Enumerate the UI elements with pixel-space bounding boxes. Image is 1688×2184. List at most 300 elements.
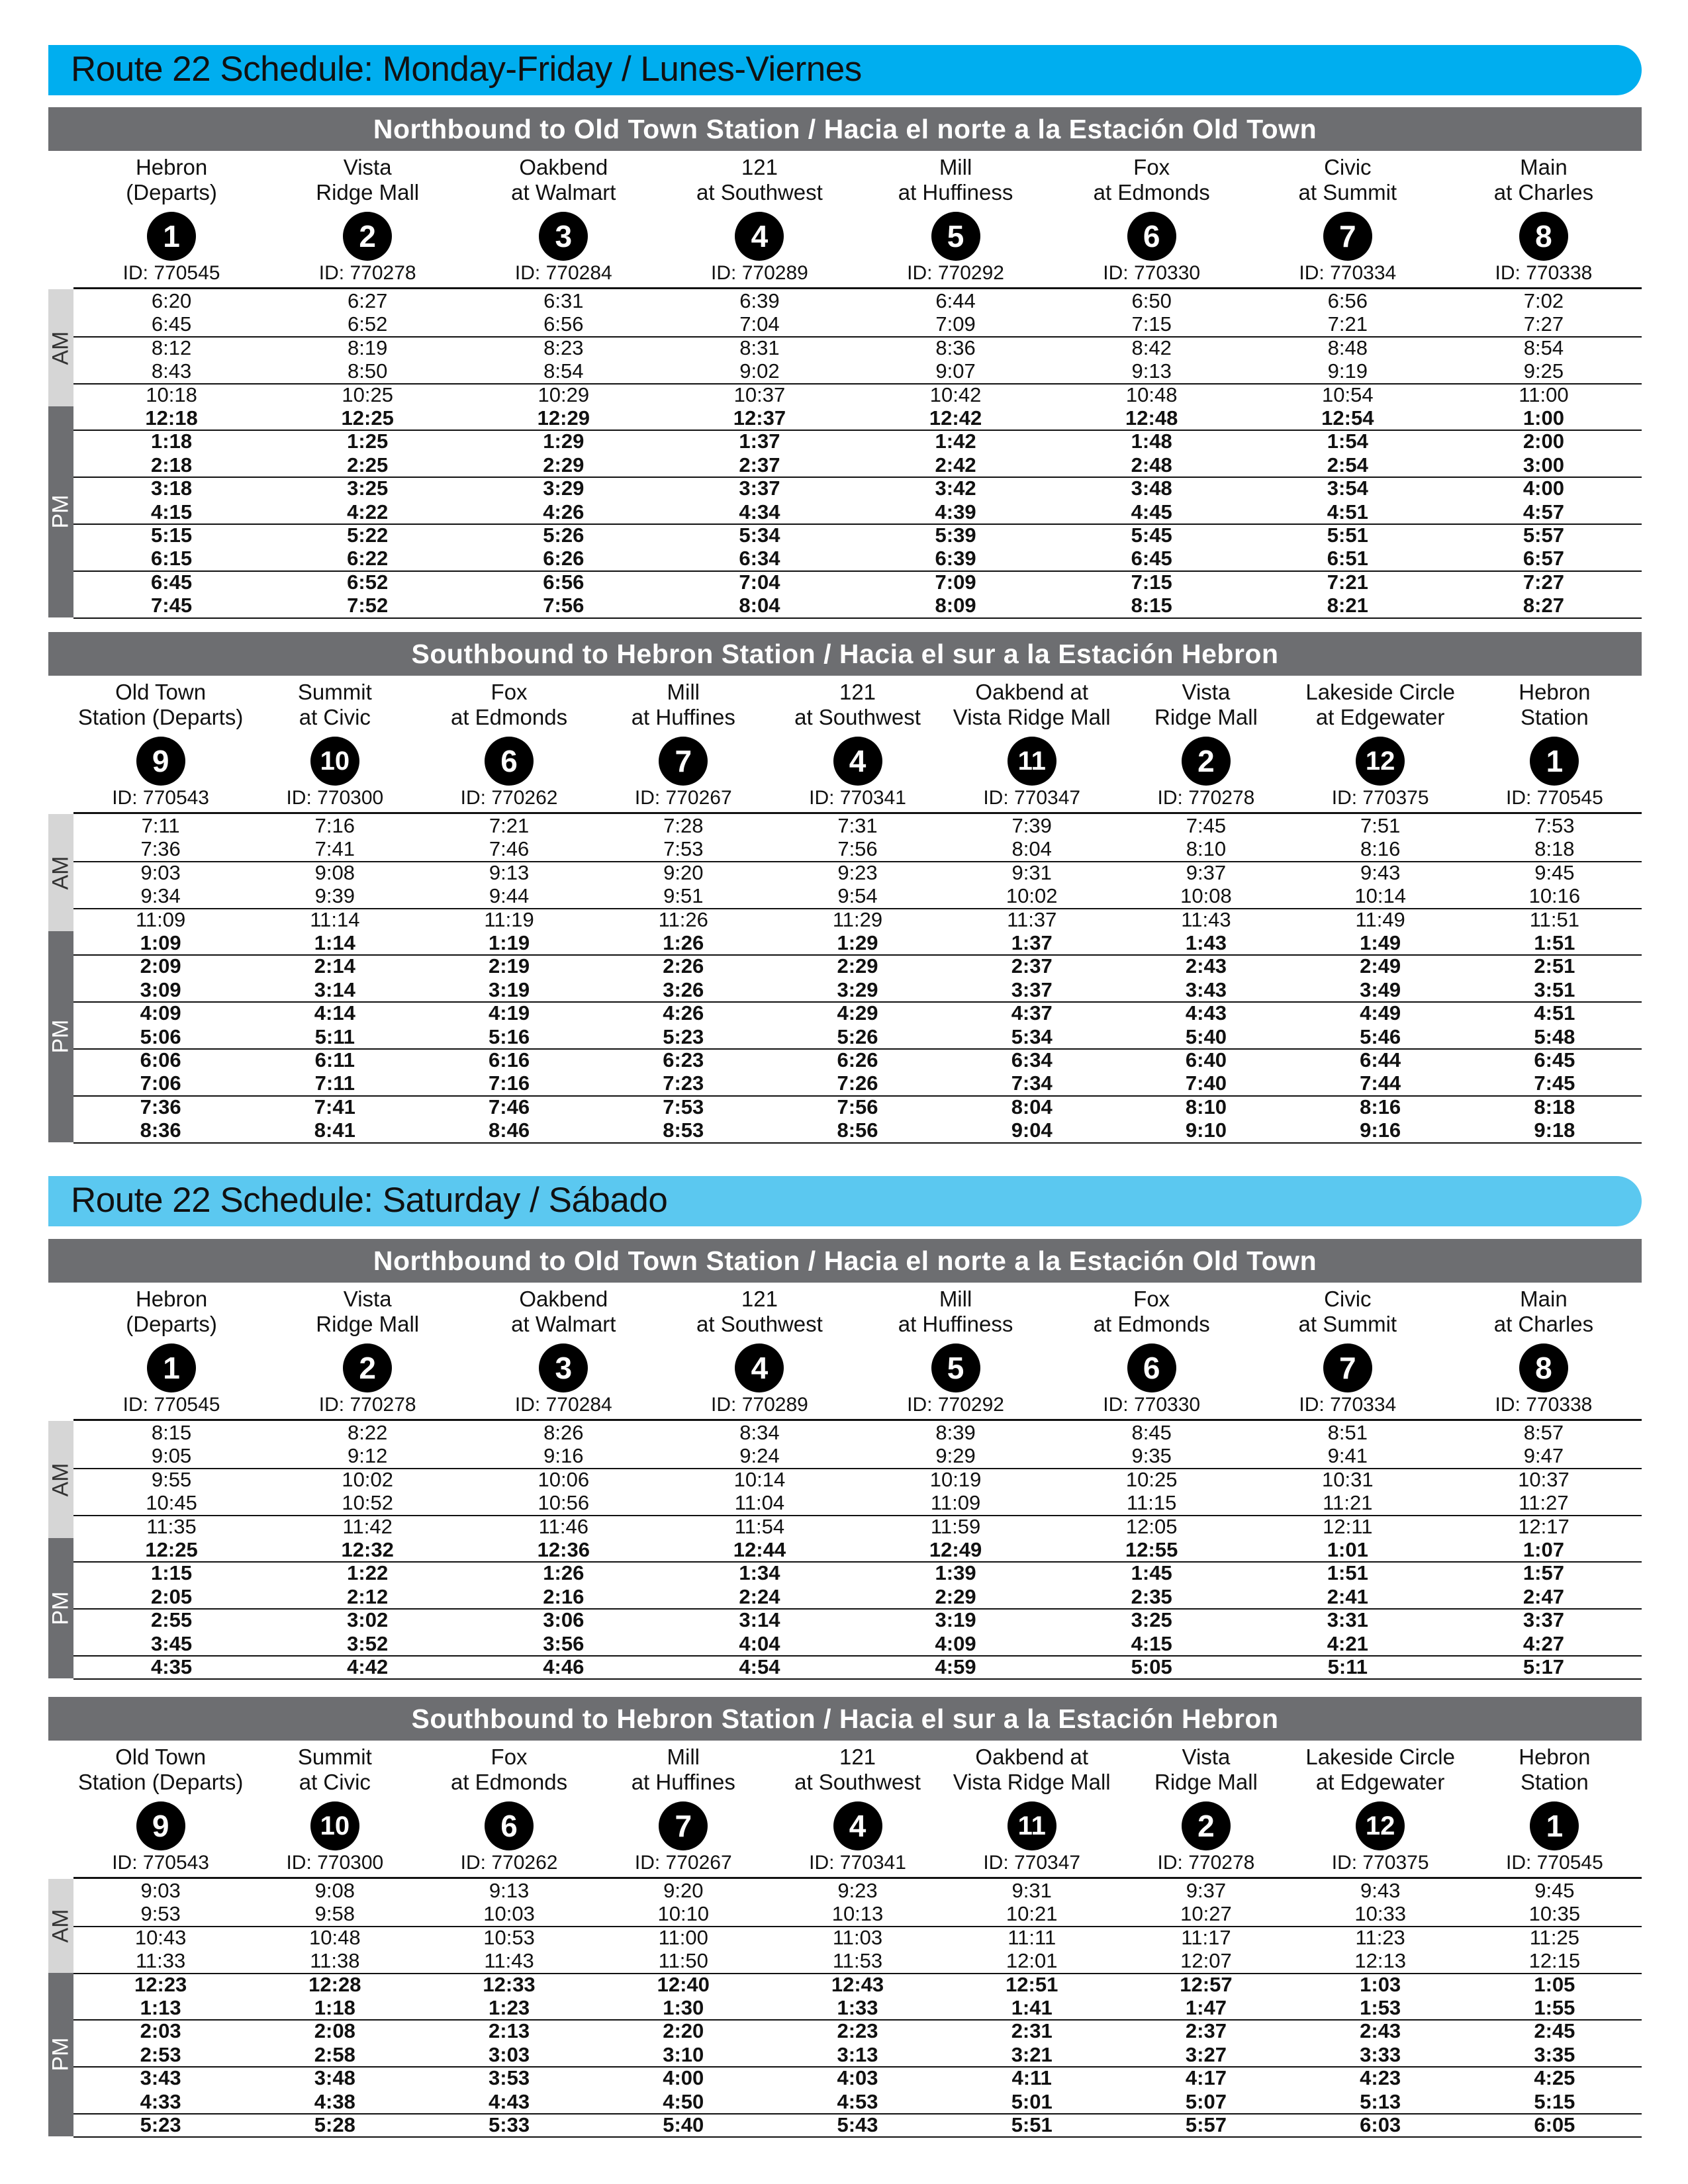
time-cell: 9:31	[1011, 860, 1052, 884]
stop-name-line1: Oakbend at	[975, 680, 1089, 704]
stop-column-header	[68, 680, 254, 809]
time-cell: 5:15	[1534, 2089, 1575, 2113]
stop-id: ID: 770334	[1299, 1394, 1397, 1416]
time-cell: 7:15	[1131, 312, 1172, 336]
table-row	[73, 978, 1642, 1003]
stop-name-line2: at Huffines	[631, 705, 735, 729]
table-row	[73, 359, 1642, 384]
time-cell: 4:04	[739, 1631, 780, 1655]
time-cell: 2:37	[1011, 954, 1053, 978]
time-cell: 7:46	[489, 1095, 530, 1118]
time-cell: 5:57	[1185, 2113, 1227, 2136]
stop-name-line2: at Edgewater	[1315, 705, 1445, 729]
time-cell: 1:39	[935, 1561, 976, 1585]
time-cell: 7:53	[1534, 814, 1575, 837]
stop-column-header	[1113, 680, 1299, 809]
time-cell: 5:01	[1011, 2089, 1053, 2113]
time-cell: 10:10	[657, 1902, 710, 1926]
time-cell: 6:56	[543, 312, 584, 336]
time-cell: 4:23	[1360, 2066, 1401, 2090]
time-cell: 12:25	[145, 1538, 198, 1561]
time-cell: 3:31	[1327, 1608, 1368, 1632]
stop-id: ID: 770545	[122, 262, 220, 284]
stop-number-badge: 12	[1356, 1801, 1405, 1850]
time-cell: 5:33	[489, 2113, 530, 2136]
time-cell: 6:39	[739, 289, 780, 312]
time-cell: 2:29	[935, 1584, 976, 1608]
stop-name	[79, 1287, 264, 1340]
time-cell: 9:05	[151, 1444, 192, 1468]
time-cell: 5:26	[837, 1024, 878, 1048]
time-cell: 7:34	[1011, 1071, 1053, 1095]
stop-name-line2: at Charles	[1493, 180, 1594, 205]
time-cell: 12:48	[1125, 406, 1178, 430]
stop-id: ID: 770375	[1331, 1852, 1429, 1874]
time-cell: 7:51	[1360, 814, 1401, 837]
time-cell: 11:26	[658, 907, 708, 931]
am-label: AM	[48, 1909, 73, 1943]
stop-name-line1: Civic	[1324, 155, 1372, 179]
time-cell: 1:15	[151, 1561, 193, 1585]
time-cell: 2:48	[1131, 453, 1172, 477]
stop-name-line1: 121	[839, 1745, 876, 1769]
stop-name-line1: Vista	[343, 155, 392, 179]
stop-name-line2: at Civic	[299, 705, 371, 729]
table-row	[73, 406, 1642, 431]
time-cell: 8:04	[739, 594, 780, 617]
time-cell: 2:45	[1534, 2019, 1575, 2043]
time-cell: 3:54	[1327, 477, 1368, 500]
pm-label: PM	[48, 2037, 73, 2071]
time-cell: 7:44	[1360, 1071, 1401, 1095]
time-cell: 11:42	[342, 1514, 393, 1538]
stop-id: ID: 770289	[711, 262, 808, 284]
time-cell: 7:21	[1327, 312, 1368, 336]
time-cell: 4:43	[1185, 1001, 1227, 1025]
table-row	[73, 861, 1642, 884]
time-cell: 1:54	[1327, 430, 1368, 453]
table-row	[73, 1421, 1642, 1444]
time-cell: 2:16	[543, 1584, 585, 1608]
table-row	[73, 1025, 1642, 1050]
time-cell: 9:16	[543, 1444, 584, 1468]
time-cell: 6:23	[663, 1048, 704, 1071]
time-cell: 3:02	[347, 1608, 389, 1632]
time-cell: 5:39	[935, 523, 976, 547]
table-row	[73, 2043, 1642, 2068]
table-row	[73, 312, 1642, 337]
time-cell: 9:25	[1523, 359, 1564, 383]
time-cell: 2:35	[1131, 1584, 1172, 1608]
stop-name-line2: at Edmonds	[1093, 180, 1210, 205]
stop-number-badge: 2	[343, 212, 392, 261]
time-cell: 8:39	[935, 1421, 976, 1444]
time-cell: 11:09	[930, 1491, 981, 1515]
time-cell: 4:34	[739, 500, 780, 523]
time-cell: 7:23	[663, 1071, 704, 1095]
time-cell: 4:19	[489, 1001, 530, 1025]
time-cell: 12:55	[1125, 1538, 1178, 1561]
time-cell: 6:57	[1523, 547, 1564, 570]
time-cell: 11:37	[1007, 907, 1057, 931]
stop-name-line1: Hebron	[135, 1287, 208, 1311]
table-row	[73, 2090, 1642, 2115]
time-cell: 7:45	[151, 594, 193, 617]
time-cell: 6:45	[1534, 1048, 1575, 1071]
time-cell: 7:36	[140, 837, 181, 861]
stop-name-line2: Vista Ridge Mall	[953, 1770, 1111, 1794]
time-cell: 1:26	[543, 1561, 585, 1585]
time-cell: 7:27	[1523, 570, 1564, 594]
table-row	[73, 2066, 1642, 2089]
time-cell: 1:18	[314, 1996, 355, 2019]
time-cell: 8:12	[151, 336, 192, 359]
time-cell: 10:13	[831, 1902, 884, 1926]
time-cell: 7:04	[739, 570, 780, 594]
time-cell: 6:26	[837, 1048, 878, 1071]
pm-label: PM	[48, 1591, 73, 1625]
time-cell: 8:21	[1327, 594, 1368, 617]
time-cell: 11:11	[1008, 1925, 1056, 1949]
stop-column-header	[1462, 1745, 1647, 1874]
stop-name-line2: at Walmart	[511, 180, 616, 205]
stop-id: ID: 770543	[112, 787, 209, 809]
stop-id: ID: 770267	[634, 787, 732, 809]
table-row	[73, 1001, 1642, 1024]
time-cell: 7:56	[837, 837, 878, 861]
time-cell: 1:18	[151, 430, 193, 453]
time-cell: 3:25	[347, 477, 389, 500]
schedule-title-banner	[48, 1176, 1642, 1226]
stop-name	[416, 1745, 602, 1797]
time-cell: 1:29	[543, 430, 585, 453]
table-row	[73, 954, 1642, 978]
time-cell: 10:56	[538, 1491, 590, 1515]
time-cell: 1:07	[1523, 1538, 1564, 1561]
time-cell: 4:00	[1523, 477, 1564, 500]
table-row	[73, 1996, 1642, 2021]
time-cell: 7:21	[1327, 570, 1368, 594]
time-cell: 4:14	[314, 1001, 355, 1025]
time-cell: 9:54	[837, 884, 878, 908]
stop-name	[765, 680, 951, 733]
time-cell: 6:15	[151, 547, 193, 570]
time-cell: 8:26	[543, 1421, 584, 1444]
time-cell: 12:37	[733, 406, 786, 430]
time-cell: 1:48	[1131, 430, 1172, 453]
time-cell: 10:02	[1006, 884, 1058, 908]
time-cell: 6:50	[1131, 289, 1172, 312]
stop-number-badge: 8	[1519, 1343, 1568, 1392]
time-cell: 4:35	[151, 1655, 193, 1678]
time-cell: 2:14	[314, 954, 355, 978]
time-cell: 1:13	[140, 1996, 181, 2019]
stop-name-line1: 121	[839, 680, 876, 704]
time-cell: 3:48	[1131, 477, 1172, 500]
time-cell: 12:25	[341, 406, 394, 430]
time-cell: 6:45	[151, 570, 193, 594]
time-cell: 11:50	[658, 1949, 708, 1973]
time-cell: 2:24	[739, 1584, 780, 1608]
stop-column-header	[1059, 155, 1244, 284]
time-cell: 9:55	[151, 1467, 192, 1491]
time-cell: 8:51	[1327, 1421, 1368, 1444]
time-cell: 12:18	[145, 406, 198, 430]
stop-name	[590, 1745, 776, 1797]
time-cell: 12:51	[1006, 1972, 1058, 1996]
time-cell: 9:16	[1360, 1118, 1401, 1142]
time-cell: 7:26	[837, 1071, 878, 1095]
time-cell: 2:37	[739, 453, 780, 477]
time-cell: 7:16	[314, 814, 355, 837]
table-row	[73, 1444, 1642, 1469]
stop-name-line1: 121	[741, 155, 778, 179]
time-cell: 3:14	[739, 1608, 780, 1632]
time-cell: 10:31	[1322, 1467, 1374, 1491]
time-cell: 10:43	[134, 1925, 187, 1949]
time-cell: 9:08	[314, 1879, 355, 1902]
time-cell: 2:05	[151, 1584, 193, 1608]
time-cell: 2:53	[140, 2042, 181, 2066]
stop-name-line1: Lakeside Circle	[1305, 680, 1455, 704]
time-cell: 1:45	[1131, 1561, 1172, 1585]
time-cell: 9:10	[1185, 1118, 1227, 1142]
time-cell: 2:29	[543, 453, 585, 477]
time-cell: 4:21	[1327, 1631, 1368, 1655]
time-cell: 2:55	[151, 1608, 193, 1632]
time-cell: 7:28	[663, 814, 704, 837]
stop-number-badge: 3	[539, 1343, 588, 1392]
time-cell: 11:00	[1519, 383, 1569, 406]
time-cell: 3:18	[151, 477, 193, 500]
stop-column-header	[590, 680, 776, 809]
time-cell: 4:25	[1534, 2066, 1575, 2090]
stop-name	[590, 680, 776, 733]
time-cell: 4:27	[1523, 1631, 1564, 1655]
time-cell: 4:15	[1131, 1631, 1172, 1655]
stop-id: ID: 770278	[1157, 1852, 1255, 1874]
time-cell: 11:33	[135, 1949, 186, 1973]
table-row	[73, 1071, 1642, 1096]
time-cell: 3:21	[1011, 2042, 1053, 2066]
time-cell: 3:27	[1185, 2042, 1227, 2066]
stop-id: ID: 770545	[1505, 787, 1603, 809]
time-cell: 3:00	[1523, 453, 1564, 477]
time-cell: 2:13	[489, 2019, 530, 2043]
time-cell: 11:59	[930, 1514, 981, 1538]
time-cell: 10:08	[1180, 884, 1232, 908]
time-cell: 10:21	[1006, 1902, 1058, 1926]
time-cell: 10:14	[1354, 884, 1406, 908]
stop-column-header	[667, 155, 852, 284]
time-cell: 2:51	[1534, 954, 1575, 978]
time-cell: 1:43	[1185, 931, 1227, 954]
time-cell: 12:43	[831, 1972, 884, 1996]
stop-name	[275, 155, 460, 208]
time-cell: 5:48	[1534, 1024, 1575, 1048]
time-cell: 9:20	[663, 1879, 704, 1902]
stop-name-line1: Fox	[491, 680, 528, 704]
time-cell: 9:43	[1360, 1879, 1401, 1902]
time-cell: 4:42	[347, 1655, 389, 1678]
stop-id: ID: 770278	[318, 262, 416, 284]
time-cell: 11:21	[1323, 1491, 1373, 1515]
stop-id: ID: 770300	[286, 787, 384, 809]
table-row	[73, 1095, 1642, 1118]
time-cell: 8:10	[1186, 837, 1227, 861]
time-cell: 4:11	[1011, 2066, 1052, 2090]
stop-number-badge: 2	[1182, 1801, 1231, 1850]
time-cell: 2:19	[489, 954, 530, 978]
table-row	[73, 931, 1642, 956]
time-cell: 5:23	[663, 1024, 704, 1048]
time-cell: 7:41	[314, 1095, 355, 1118]
stop-number-badge: 7	[1323, 212, 1372, 261]
time-cell: 10:45	[146, 1491, 197, 1515]
stop-name-line2: at Edmonds	[450, 705, 568, 729]
time-cell: 9:44	[489, 884, 530, 908]
stop-name-line2: at Edmonds	[450, 1770, 568, 1794]
time-cell: 4:22	[347, 500, 389, 523]
am-label: AM	[48, 1463, 73, 1496]
time-cell: 2:43	[1360, 2019, 1401, 2043]
time-cell: 8:34	[739, 1421, 780, 1444]
time-cell: 1:01	[1327, 1538, 1368, 1561]
stop-id: ID: 770284	[514, 262, 612, 284]
table-row	[73, 1468, 1642, 1491]
time-cell: 3:19	[489, 978, 530, 1001]
time-cell: 11:09	[135, 907, 186, 931]
stop-column-header	[79, 1287, 264, 1416]
stop-number-badge: 1	[147, 212, 196, 261]
time-cell: 11:27	[1519, 1491, 1569, 1515]
time-cell: 5:34	[739, 523, 780, 547]
time-cell: 6:06	[140, 1048, 181, 1071]
stop-name	[242, 680, 428, 733]
time-cell: 8:04	[1011, 837, 1052, 861]
stop-id: ID: 770292	[907, 1394, 1004, 1416]
stop-number-badge: 6	[485, 1801, 534, 1850]
stop-name-line1: Vista	[343, 1287, 392, 1311]
time-cell: 7:45	[1534, 1071, 1575, 1095]
time-cell: 2:26	[663, 954, 704, 978]
time-cell: 12:49	[929, 1538, 982, 1561]
time-cell: 9:37	[1186, 860, 1227, 884]
time-cell: 3:42	[935, 477, 976, 500]
time-cell: 11:17	[1181, 1925, 1231, 1949]
time-cell: 9:23	[837, 860, 878, 884]
stop-name	[1113, 1745, 1299, 1797]
time-cell: 12:15	[1528, 1949, 1581, 1973]
table-row	[73, 814, 1642, 837]
stop-column-header	[471, 155, 656, 284]
time-cell: 2:12	[347, 1584, 389, 1608]
time-cell: 2:42	[935, 453, 976, 477]
time-cell: 3:53	[489, 2066, 530, 2090]
time-cell: 3:43	[140, 2066, 181, 2090]
time-cell: 5:28	[314, 2113, 355, 2136]
time-cell: 3:19	[935, 1608, 976, 1632]
time-cell: 8:45	[1131, 1421, 1172, 1444]
stop-column-header	[939, 680, 1125, 809]
time-cell: 6:56	[543, 570, 585, 594]
time-cell: 8:46	[489, 1118, 530, 1142]
time-cell: 7:06	[140, 1071, 181, 1095]
table-row	[73, 383, 1642, 406]
time-cell: 7:11	[314, 1071, 355, 1095]
direction-heading: Northbound to Old Town Station / Hacia el norte a la Estación Old Town	[48, 107, 1642, 151]
time-cell: 10:25	[342, 383, 393, 406]
stop-id: ID: 770347	[983, 1852, 1081, 1874]
time-cell: 6:45	[151, 312, 192, 336]
stop-name-line1: Fox	[1133, 1287, 1170, 1311]
stop-number-badge: 11	[1008, 1801, 1056, 1850]
time-cell: 10:54	[1322, 383, 1374, 406]
stop-column-header	[590, 1745, 776, 1874]
stop-name	[416, 680, 602, 733]
stop-column-header	[1059, 1287, 1244, 1416]
time-cell: 2:41	[1327, 1584, 1368, 1608]
stop-column-header	[471, 1287, 656, 1416]
time-cell: 12:36	[537, 1538, 590, 1561]
am-band	[48, 289, 73, 406]
time-cell: 7:53	[663, 1095, 704, 1118]
time-cell: 10:25	[1125, 1467, 1178, 1491]
time-cell: 11:15	[1127, 1491, 1177, 1515]
pm-label: PM	[48, 1019, 73, 1054]
stop-name-line1: Fox	[491, 1745, 528, 1769]
time-cell: 8:09	[935, 594, 976, 617]
stop-name-line1: Lakeside Circle	[1305, 1745, 1455, 1769]
stop-id: ID: 770338	[1495, 1394, 1593, 1416]
stop-name-line1: Mill	[939, 155, 972, 179]
time-cell: 9:45	[1534, 860, 1575, 884]
stop-number-badge: 7	[1323, 1343, 1372, 1392]
stop-name	[667, 1287, 852, 1340]
time-cell: 4:51	[1534, 1001, 1575, 1025]
time-cell: 10:53	[483, 1925, 535, 1949]
time-cell: 8:36	[140, 1118, 181, 1142]
time-cell: 12:32	[341, 1538, 394, 1561]
stop-id: ID: 770545	[122, 1394, 220, 1416]
time-cell: 3:48	[314, 2066, 355, 2090]
stop-name-line1: Civic	[1324, 1287, 1372, 1311]
time-cell: 5:07	[1185, 2089, 1227, 2113]
time-cell: 7:09	[935, 570, 976, 594]
time-cell: 7:16	[489, 1071, 530, 1095]
time-cell: 11:23	[1355, 1925, 1405, 1949]
time-cell: 6:39	[935, 547, 976, 570]
time-cell: 11:00	[658, 1925, 708, 1949]
time-cell: 12:54	[1321, 406, 1374, 430]
time-cell: 4:29	[837, 1001, 878, 1025]
time-cell: 3:09	[140, 978, 181, 1001]
stop-name-line2: Station	[1521, 1770, 1589, 1794]
table-row	[73, 1608, 1642, 1631]
stop-column-header	[939, 1745, 1125, 1874]
stop-name-line1: Summit	[297, 1745, 372, 1769]
time-cell: 5:11	[314, 1024, 355, 1048]
time-cell: 10:52	[342, 1491, 393, 1515]
time-cell: 2:43	[1185, 954, 1227, 978]
stop-name	[1451, 155, 1636, 208]
table-row	[73, 570, 1642, 594]
table-row	[73, 477, 1642, 500]
stop-header	[48, 1287, 1642, 1416]
time-cell: 7:21	[489, 814, 530, 837]
stop-number-badge: 12	[1356, 737, 1405, 786]
time-cell: 9:07	[935, 359, 976, 383]
